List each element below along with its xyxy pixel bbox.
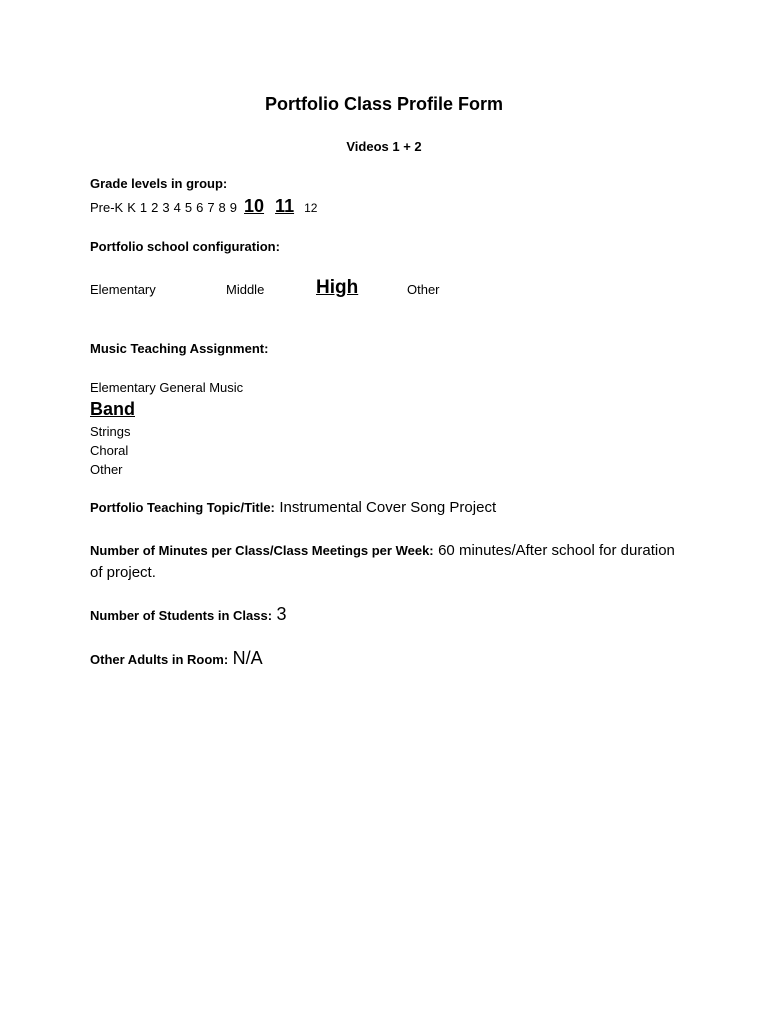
grade-item: K	[127, 200, 136, 215]
grade-item: 10	[244, 196, 265, 216]
config-option-other: Other	[407, 282, 440, 297]
assignment-label: Music Teaching Assignment:	[90, 341, 269, 356]
students-value: 3	[276, 604, 287, 624]
adults-value: N/A	[232, 648, 263, 668]
grade-item: 3	[162, 200, 170, 215]
grade-item: 8	[218, 200, 226, 215]
grade-item: 4	[173, 200, 181, 215]
grade-item: 2	[151, 200, 159, 215]
grade-item: 5	[184, 200, 193, 215]
adults-line	[90, 648, 263, 669]
form-title: Portfolio Class Profile Form	[264, 94, 504, 114]
topic-label: Portfolio Teaching Topic/Title:	[90, 500, 275, 515]
minutes-label: Number of Minutes per Class/Class Meetings per Week:	[90, 543, 434, 558]
assignment-option-choral: Choral	[90, 443, 129, 458]
adults-label: Other Adults in Room:	[90, 652, 229, 667]
assignment-option-band: Band	[90, 399, 135, 419]
grade-item: 7	[207, 200, 215, 215]
assignment-list	[90, 378, 243, 479]
grade-item: 6	[196, 200, 204, 215]
config-option-elementary: Elementary	[90, 282, 156, 297]
config-option-high: High	[316, 277, 359, 298]
grade-item: 1	[139, 200, 148, 215]
minutes-value: 60 minutes/After school for duration of project.	[90, 542, 675, 581]
grade-item: Pre-K	[90, 200, 124, 215]
grade-item: 12	[304, 201, 318, 215]
grade-levels-list	[90, 196, 321, 217]
config-option-middle: Middle	[226, 282, 265, 297]
assignment-option-other: Other	[90, 462, 123, 477]
topic-value: Instrumental Cover Song Project	[279, 499, 497, 516]
assignment-option-elementary-general-music: Elementary General Music	[90, 380, 244, 395]
students-label: Number of Students in Class:	[90, 608, 273, 623]
grade-item: 9	[229, 200, 238, 215]
school-config-label: Portfolio school configuration:	[90, 239, 280, 254]
topic-line	[90, 499, 496, 517]
students-line	[90, 604, 287, 625]
grade-levels-label: Grade levels in group:	[90, 176, 228, 191]
minutes-line	[90, 540, 690, 584]
grade-item: 11	[275, 196, 295, 216]
form-subtitle: Videos 1 + 2	[346, 139, 422, 154]
assignment-option-strings: Strings	[90, 424, 131, 439]
